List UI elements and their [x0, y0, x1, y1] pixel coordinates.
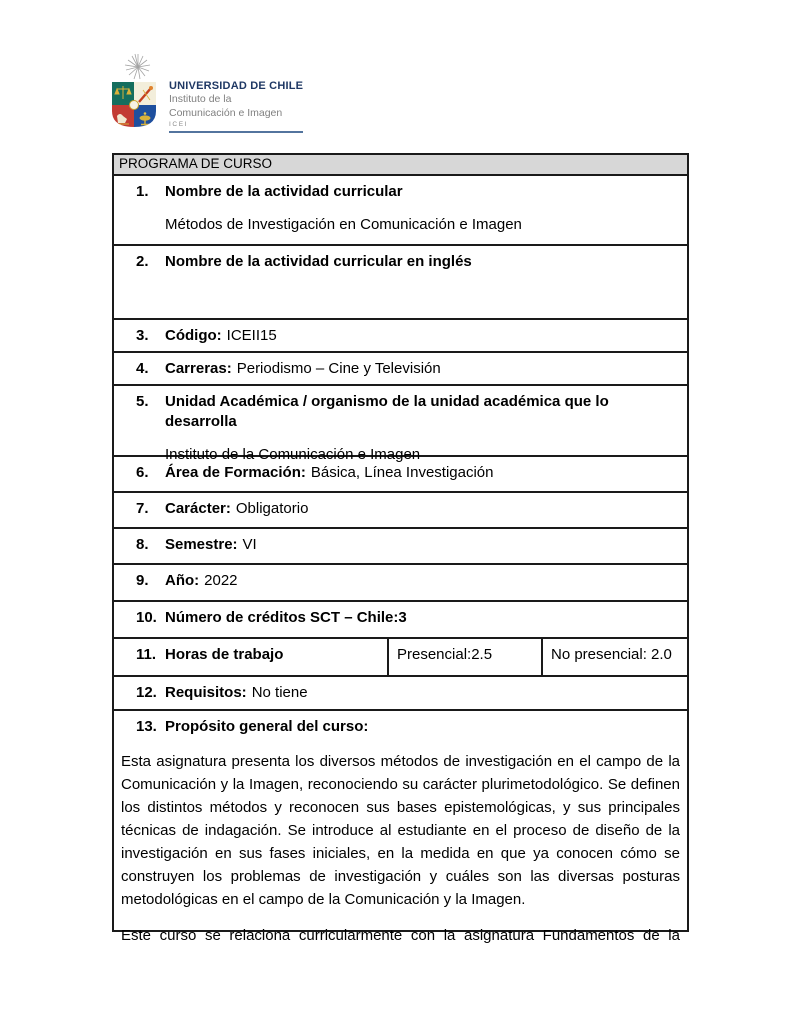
row-value: 2022 [204, 572, 238, 589]
row-value: VI [242, 536, 257, 553]
row-label: Área de Formación: [165, 464, 306, 481]
row-horas-trabajo [114, 637, 687, 675]
row-value: No tiene [251, 684, 308, 701]
row-number: 4. [136, 360, 149, 377]
presencial-cell: Presencial:2.5 [387, 639, 541, 675]
row-label: Nombre de la actividad curricular en inglés [165, 253, 472, 270]
logo-text-block [169, 52, 303, 133]
row-number: 12. [136, 684, 157, 701]
row-number: 13. [136, 718, 157, 735]
university-logo [110, 52, 303, 133]
row-unidad-academica [114, 384, 687, 463]
row-codigo [114, 318, 687, 351]
row-label: Requisitos: [165, 684, 247, 701]
row-label: Número de créditos SCT – Chile:3 [165, 609, 407, 626]
row-number: 9. [136, 572, 149, 589]
row-ano [114, 563, 687, 600]
institute-name-line2: Comunicación e Imagen [169, 106, 283, 119]
course-program-table [112, 153, 689, 944]
university-name: UNIVERSIDAD DE CHILE [169, 80, 304, 92]
row-label: Semestre: [165, 536, 238, 553]
no-presencial-cell: No presencial: 2.0 [541, 639, 687, 675]
row-label: Código: [165, 327, 222, 344]
row-semestre [114, 527, 687, 563]
row-nombre-ingles [114, 244, 687, 318]
row-label: Carácter: [165, 500, 231, 517]
row-value: Periodismo – Cine y Televisión [236, 360, 441, 377]
row-creditos [114, 600, 687, 637]
row-label: Año: [165, 572, 200, 589]
row-value: Obligatorio [235, 500, 309, 517]
row-label: Propósito general del curso: [165, 718, 369, 735]
row-value: Básica, Línea Investigación [310, 464, 494, 481]
row-carreras [114, 351, 687, 384]
row-proposito-general [114, 709, 687, 944]
institute-acronym: ICEI [169, 121, 189, 128]
row-number: 11. [136, 646, 157, 663]
row-number: 3. [136, 327, 149, 344]
university-crest-icon [110, 52, 162, 130]
row-label: Nombre de la actividad curricular [165, 183, 403, 200]
row-label: Carreras: [165, 360, 232, 377]
institute-name-line1: Instituto de la [169, 93, 232, 105]
row-value: Instituto de la Comunicación e Imagen [165, 446, 421, 463]
row-number: 1. [136, 183, 149, 200]
proposito-paragraph-1: Esta asignatura presenta los diversos métodos de investigación en el campo de la Comunicación y la Imagen, reconociendo su carácter plurimetodológico. Se definen los distintos métodos y reconocen sus bases epistemológicas, y sus principales técnicas de indagación. Se introduce al estudiante en el proceso de diseño de la investigación en sus fases iniciales, en la medida en que ya conocen cómo se construyen los problemas de investigación y cuáles son las diversas posturas metodológicas en el campo de la Comunicación y la Imagen. [121, 753, 680, 908]
row-caracter [114, 491, 687, 527]
row-requisitos [114, 675, 687, 709]
row-number: 2. [136, 253, 149, 270]
horas-trabajo-cell [114, 639, 387, 675]
crest-medallion [130, 101, 139, 110]
row-label: Horas de trabajo [165, 646, 284, 663]
row-number: 7. [136, 500, 149, 517]
row-number: 5. [136, 393, 149, 410]
starburst-icon [125, 54, 150, 79]
row-value: Métodos de Investigación en Comunicación e Imagen [165, 216, 522, 233]
crest-shield [112, 82, 156, 127]
row-number: 8. [136, 536, 149, 553]
row-number: 10. [136, 609, 157, 626]
row-label: Unidad Académica / organismo de la unidad académica que lo desarrolla [165, 393, 609, 430]
row-value: ICEII15 [226, 327, 277, 344]
table-title: PROGRAMA DE CURSO [114, 155, 687, 174]
proposito-paragraph-2: Este curso se relaciona curricularmente con la asignatura Fundamentos de la [121, 927, 680, 944]
row-nombre-actividad [114, 174, 687, 244]
row-number: 6. [136, 464, 149, 481]
